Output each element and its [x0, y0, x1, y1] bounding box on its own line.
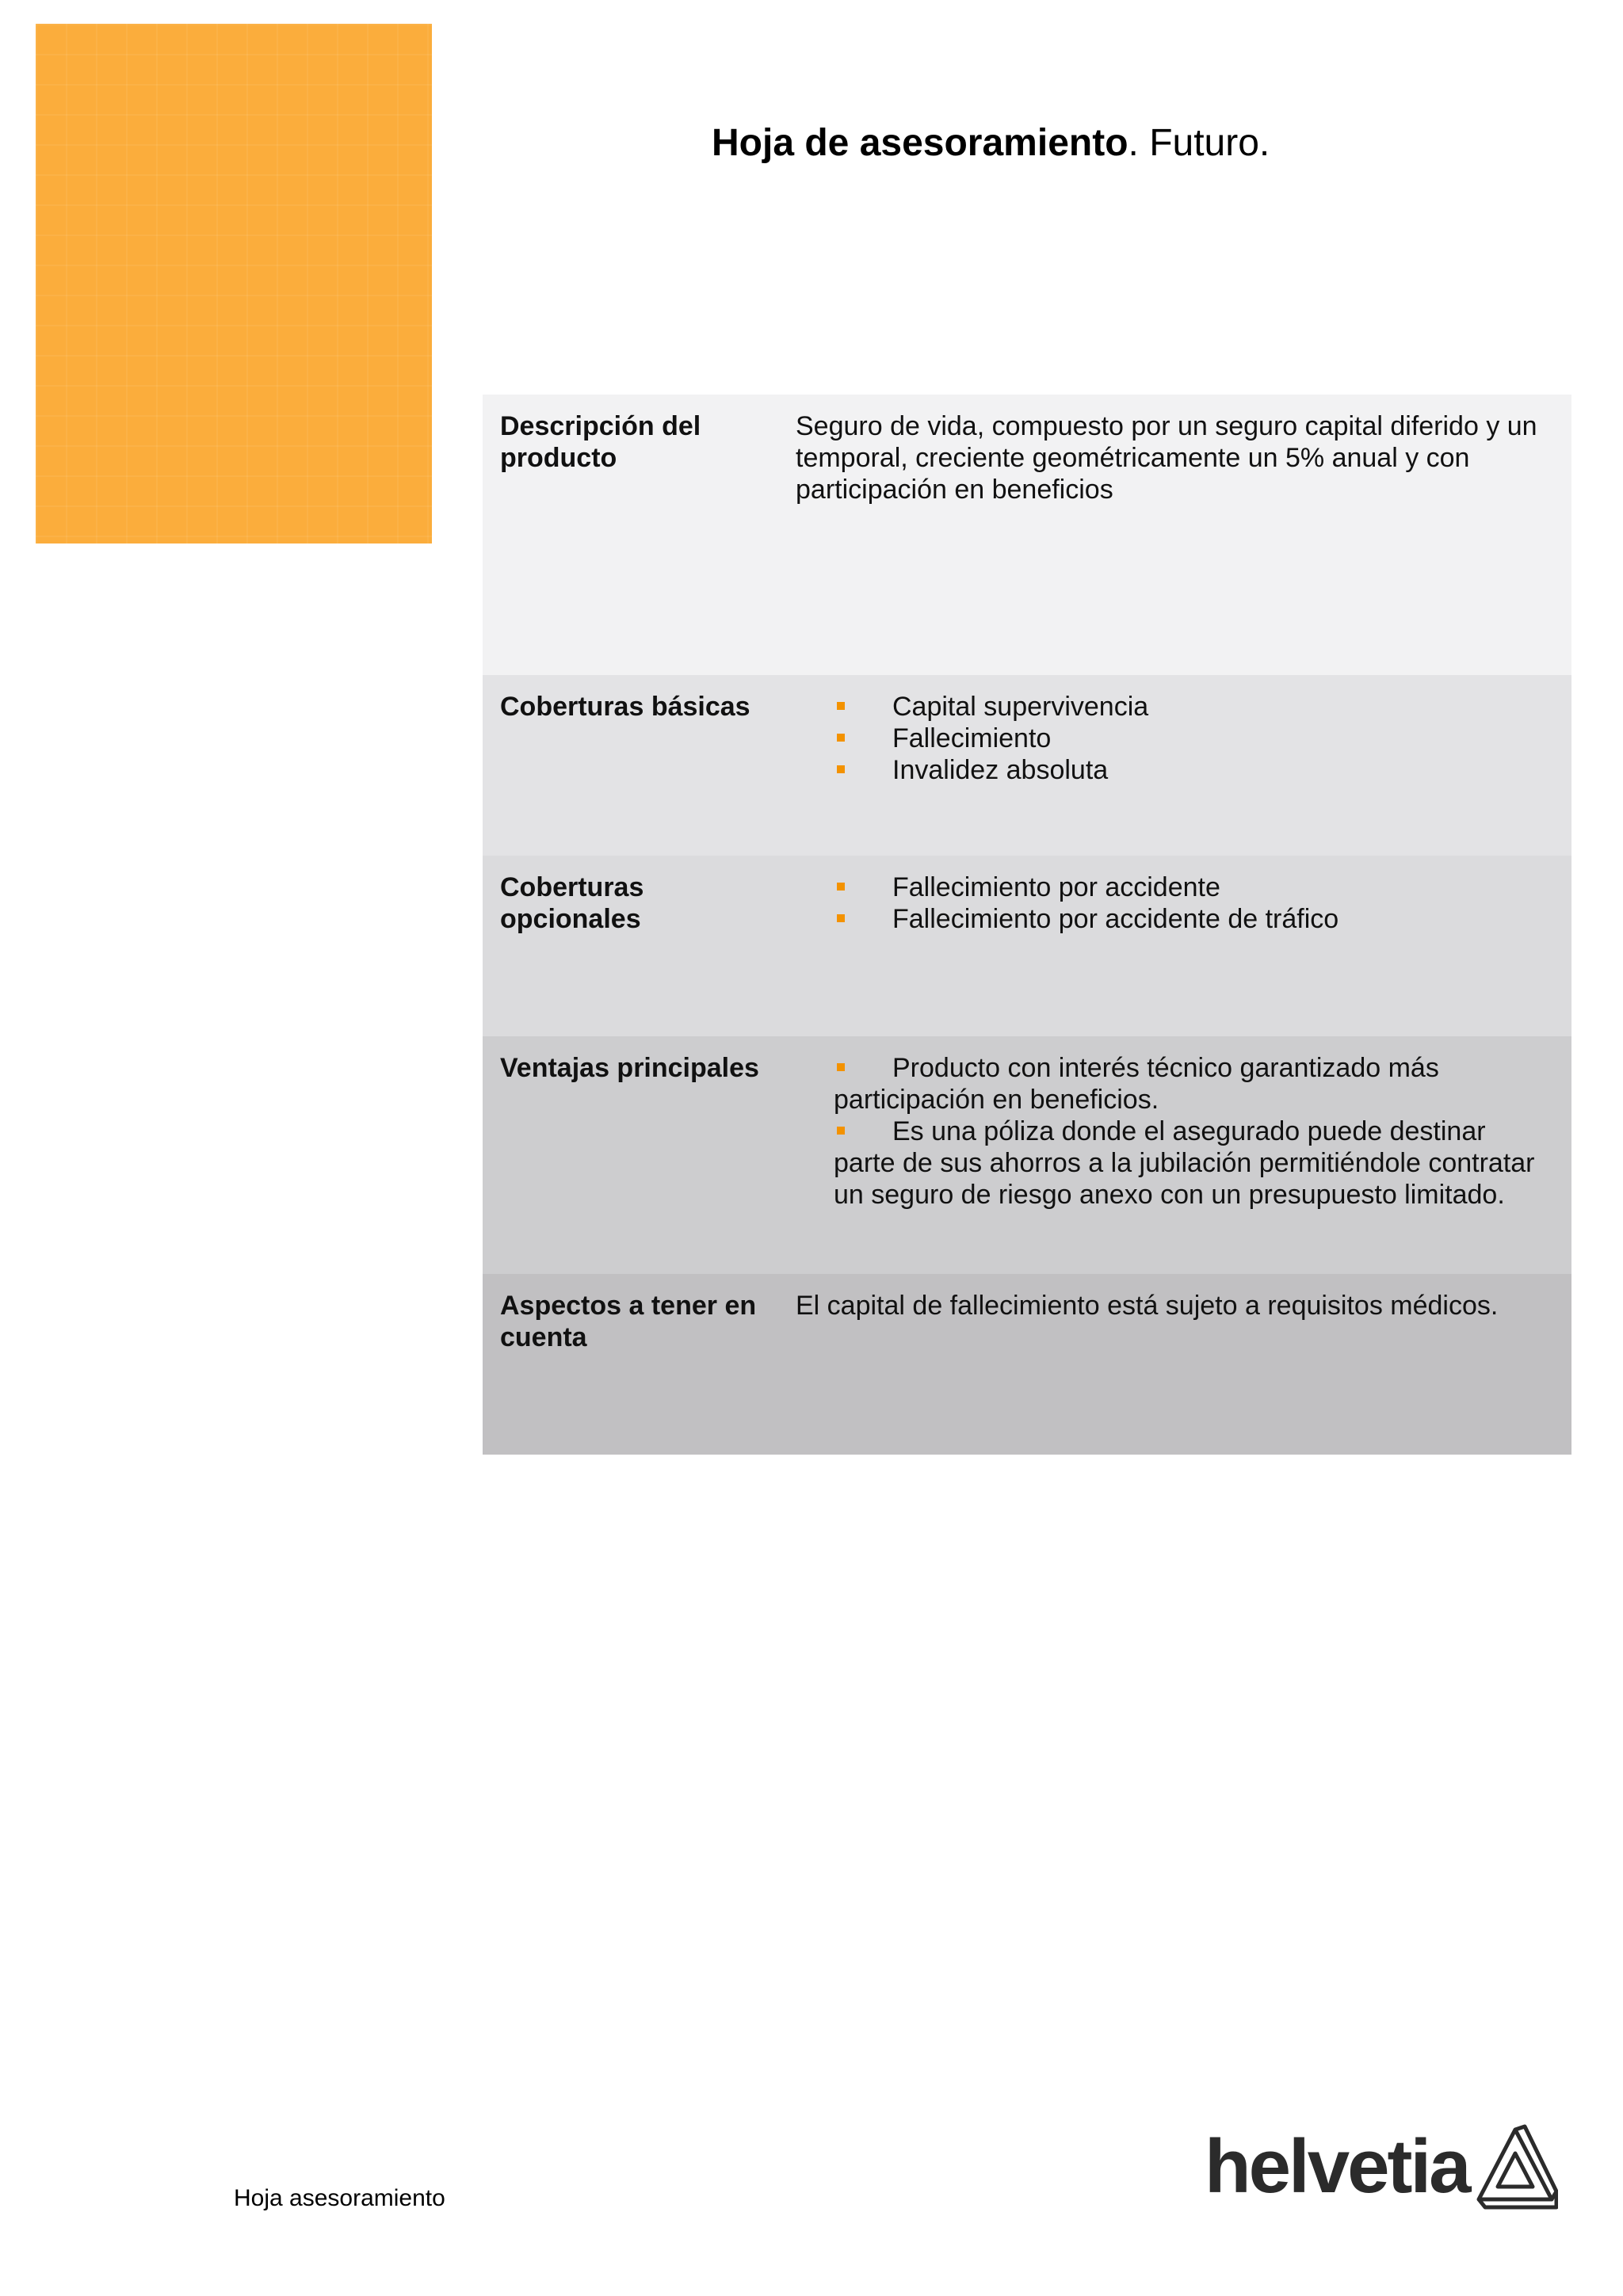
list-item: Producto con interés técnico garantizado más participación en beneficios. [834, 1052, 1543, 1116]
row-coberturas-opcionales [483, 856, 1571, 1036]
orange-decorative-block [36, 24, 432, 543]
row-coberturas-basicas [483, 675, 1571, 856]
list-item: Es una póliza donde el asegurado puede destinar parte de sus ahorros a la jubilación permitiéndole contratar un seguro de riesgo anexo con un presupuesto limitado. [834, 1116, 1543, 1211]
row-aspectos-text: El capital de fallecimiento está sujeto a requisitos médicos. [796, 1291, 1499, 1321]
helvetia-logo [1205, 2123, 1558, 2210]
title-bold: Hoja de asesoramiento [712, 122, 1128, 164]
row-description-text: Seguro de vida, compuesto por un seguro capital diferido y un temporal, creciente geométricamente un 5% anual y con participación en beneficios [796, 411, 1537, 505]
list-item: Fallecimiento por accidente [834, 871, 1543, 903]
row-ventajas [483, 1036, 1571, 1274]
row-label: Coberturas básicas [500, 692, 750, 722]
triangle-logo-icon [1474, 2123, 1558, 2210]
title-rest: . Futuro. [1128, 122, 1270, 164]
document-title [712, 121, 1270, 165]
bullet-list [796, 691, 1543, 786]
row-descripcion [483, 395, 1571, 675]
product-info-table [483, 395, 1571, 1455]
bullet-list [796, 871, 1543, 935]
row-aspectos [483, 1274, 1571, 1455]
bullet-list [796, 1052, 1543, 1211]
list-item: Fallecimiento por accidente de tráfico [834, 903, 1543, 935]
row-label: Ventajas principales [500, 1053, 759, 1083]
list-item: Fallecimiento [834, 723, 1543, 754]
row-label: Descripción del producto [500, 411, 701, 473]
logo-wordmark: helvetia [1205, 2124, 1469, 2209]
footer-text: Hoja asesoramiento [234, 2185, 445, 2211]
row-label: Aspectos a tener en cuenta [500, 1291, 757, 1352]
list-item: Capital supervivencia [834, 691, 1543, 723]
list-item: Invalidez absoluta [834, 754, 1543, 786]
row-label: Coberturas opcionales [500, 872, 644, 934]
